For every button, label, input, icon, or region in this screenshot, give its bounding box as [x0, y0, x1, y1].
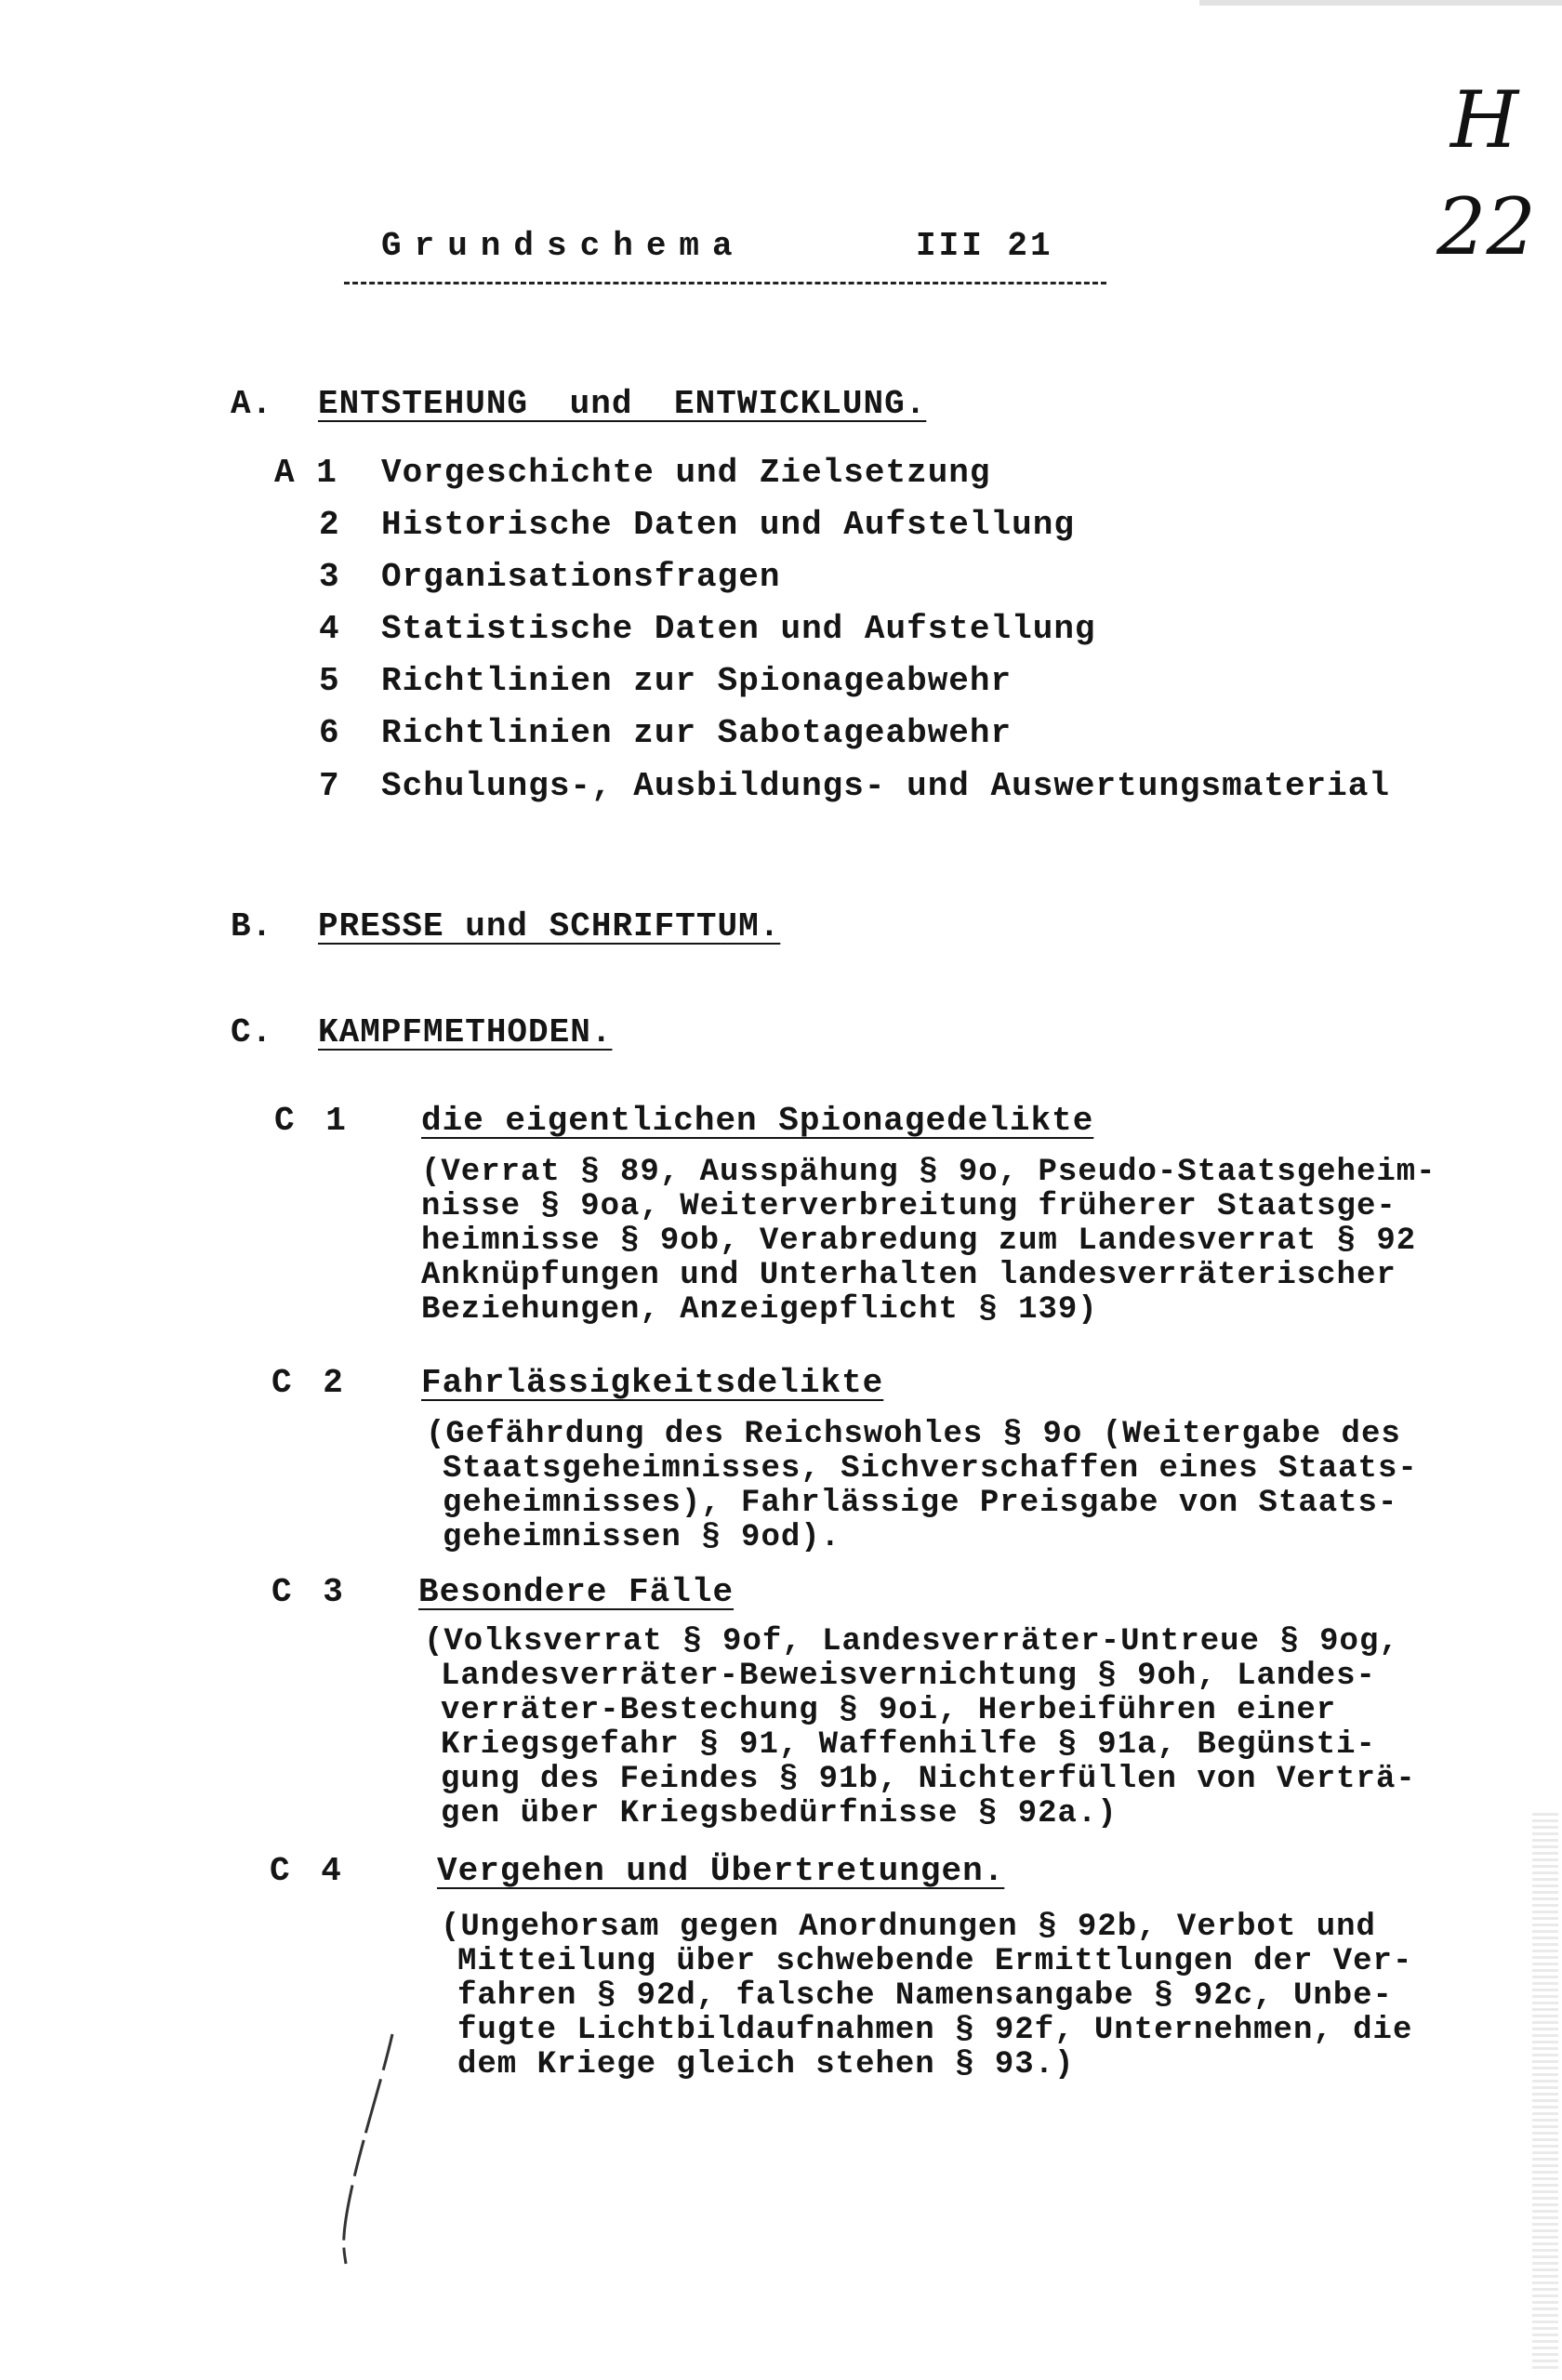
section-a-item-text: Richtlinien zur Spionageabwehr — [381, 662, 1013, 700]
section-c-item-number: C 2 — [271, 1364, 349, 1402]
section-a-letter: A. — [231, 385, 273, 423]
right-edge-shadow — [1532, 1813, 1558, 2371]
body-line: dem Kriege gleich stehen § 93.) — [457, 2047, 1075, 2082]
section-a-item-text: Vorgeschichte und Zielsetzung — [381, 454, 991, 492]
section-a-item-text: Statistische Daten und Aufstellung — [381, 610, 1096, 648]
section-a-item-number: 6 — [319, 714, 340, 752]
section-a-item-number: 3 — [319, 558, 340, 596]
section-c-item-heading: die eigentlichen Spionagedelikte — [421, 1102, 1094, 1140]
body-line: (Verrat § 89, Ausspähung § 9o, Pseudo-Staatsgeheim- — [421, 1155, 1436, 1190]
body-line: gung des Feindes § 91b, Nichterfüllen von Verträ- — [441, 1762, 1416, 1797]
body-line: Landesverräter-Beweisvernichtung § 9oh, Landes- — [441, 1659, 1376, 1694]
section-a-item-number: A 1 — [274, 454, 338, 492]
document-title: Grundschema — [381, 227, 746, 265]
top-edge-shadow — [1199, 0, 1562, 6]
section-c-item-heading: Besondere Fälle — [418, 1573, 735, 1611]
section-c-item-body — [426, 1418, 1418, 1555]
body-line: heimnisse § 9ob, Verabredung zum Landesverrat § 92 — [421, 1223, 1417, 1259]
body-line: Beziehungen, Anzeigepflicht § 139) — [421, 1292, 1098, 1328]
section-a-item-text: Richtlinien zur Sabotageabwehr — [381, 714, 1013, 752]
body-line: geheimnissen § 9od). — [443, 1520, 841, 1555]
section-a-item-text: Organisationsfragen — [381, 558, 781, 596]
section-a-item-text: Historische Daten und Aufstellung — [381, 506, 1075, 544]
document-code: III 21 — [916, 227, 1053, 265]
section-a-heading: ENTSTEHUNG und ENTWICKLUNG. — [318, 385, 927, 423]
section-a-item-text: Schulungs-, Ausbildungs- und Auswertungsmaterial — [381, 767, 1390, 805]
section-a-item-number: 5 — [319, 662, 340, 700]
pencil-stroke-mark — [335, 2027, 409, 2268]
body-line: verräter-Bestechung § 9oi, Herbeiführen einer — [441, 1693, 1337, 1728]
section-b-heading: PRESSE und SCHRIFTTUM. — [318, 907, 781, 945]
body-line: nisse § 9oa, Weiterverbreitung früherer Staatsge- — [421, 1189, 1397, 1224]
section-c-item-number: C 3 — [271, 1573, 349, 1611]
handwritten-mark-number: 22 — [1436, 181, 1536, 272]
title-dashed-underline — [344, 282, 1106, 284]
section-c-item-body — [421, 1156, 1436, 1328]
body-line: (Gefährdung des Reichswohles § 9o (Weitergabe des — [426, 1417, 1401, 1452]
body-line: (Volksverrat § 9of, Landesverräter-Untreue § 9og, — [424, 1624, 1399, 1659]
section-c-heading: KAMPFMETHODEN. — [318, 1013, 613, 1051]
section-b-letter: B. — [231, 907, 273, 945]
section-c-item-body — [424, 1625, 1416, 1831]
body-line: Mitteilung über schwebende Ermittlungen der Ver- — [457, 1944, 1413, 1979]
body-line: Kriegsgefahr § 91, Waffenhilfe § 91a, Begünsti- — [441, 1727, 1376, 1763]
section-c-item-number: C 4 — [270, 1852, 347, 1890]
body-line: fahren § 92d, falsche Namensangabe § 92c, Unbe- — [457, 1978, 1393, 2014]
section-a-item-number: 7 — [319, 767, 340, 805]
section-c-item-number: C 1 — [274, 1102, 351, 1140]
section-c-letter: C. — [231, 1013, 273, 1051]
section-a-item-number: 4 — [319, 610, 340, 648]
body-line: geheimnisses), Fahrlässige Preisgabe von Staats- — [443, 1486, 1398, 1521]
body-line: Staatsgeheimnisses, Sichverschaffen eines Staats- — [443, 1451, 1418, 1487]
body-line: gen über Kriegsbedürfnisse § 92a.) — [441, 1796, 1118, 1831]
body-line: Anknüpfungen und Unterhalten landesverräterischer — [421, 1258, 1397, 1293]
section-a-item-number: 2 — [319, 506, 340, 544]
section-c-item-body — [441, 1911, 1412, 2082]
section-c-item-heading: Fahrlässigkeitsdelikte — [421, 1364, 884, 1402]
body-line: (Ungehorsam gegen Anordnungen § 92b, Verbot und — [441, 1910, 1376, 1945]
body-line: fugte Lichtbildaufnahmen § 92f, Unternehmen, die — [457, 2013, 1413, 2048]
section-c-item-heading: Vergehen und Übertretungen. — [437, 1852, 1005, 1890]
handwritten-mark-top: H — [1450, 74, 1519, 165]
